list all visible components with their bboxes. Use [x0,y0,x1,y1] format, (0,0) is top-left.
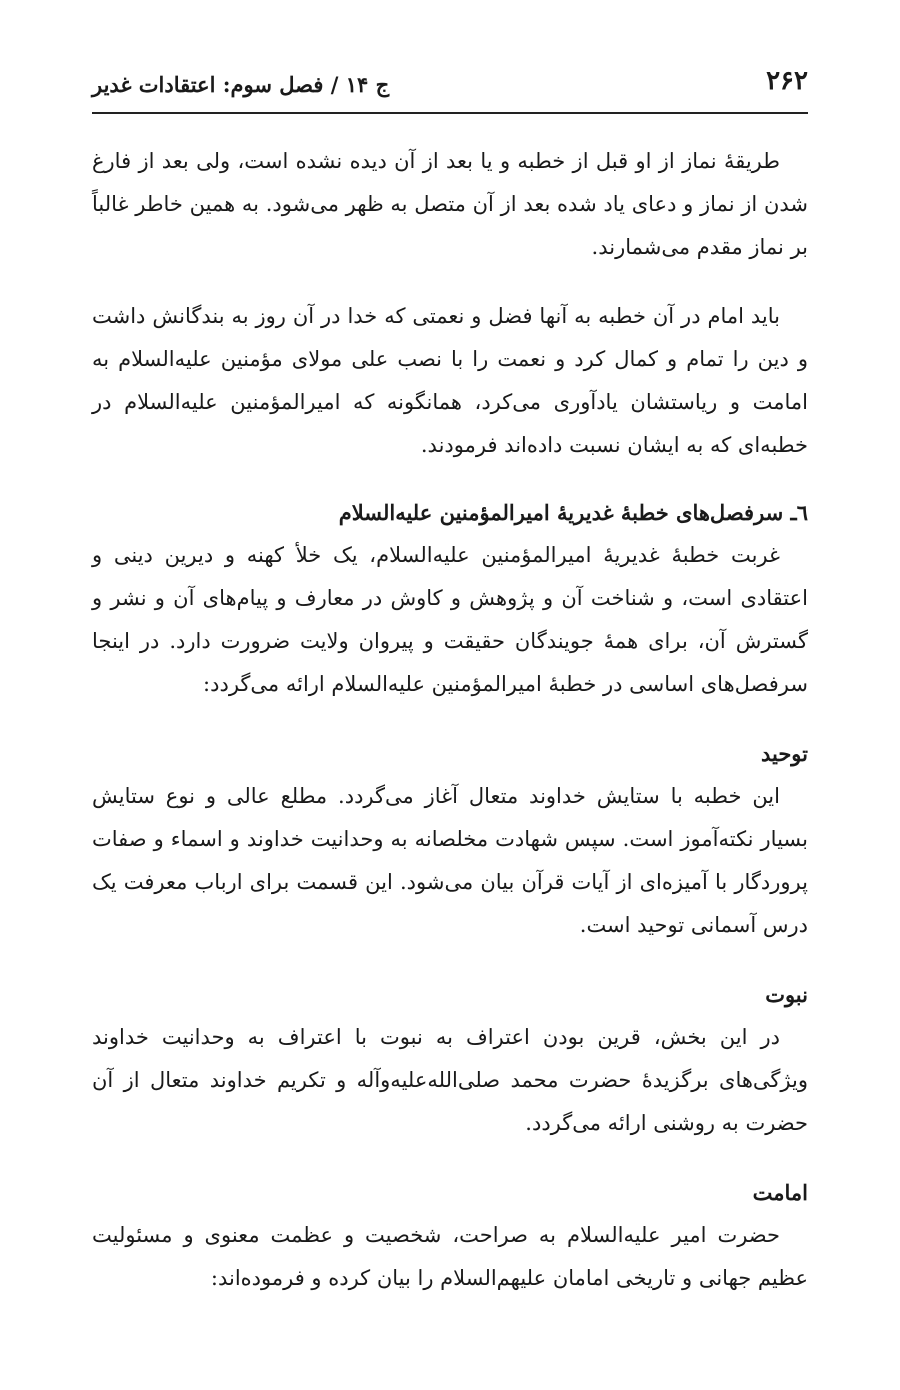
paragraph-5: در این بخش، قرین بودن اعتراف به نبوت با اعتراف به وحدانیت خداوند ویژگی‌های برگزیدهٔ حضرت محمد صلی‌الله‌علیه‌وآله و تکریم خداوند متعال از آن حضرت به روشنی ارائه می‌گردد. [92,1025,808,1135]
paragraph-1: طریقهٔ نماز از او قبل از خطبه و یا بعد از آن دیده نشده است، ولی بعد از فارغ شدن از نماز و دعای یاد شده بعد از آن متصل به ظهر می‌شود. به همین خاطر غالباً بر نماز مقدم می‌شمارند. [92,149,808,259]
page-body [92,140,808,1326]
heading-nobowat: نبوت [765,982,808,1007]
heading-imamat: امامت [752,1180,808,1205]
page-number: ۲۶۲ [766,66,808,96]
paragraph-4: این خطبه با ستایش خداوند متعال آغاز می‌گردد. مطلع عالی و نوع ستایش بسیار نکته‌آموز است. سپس شهادت مخلصانه به وحدانیت خداوند و اسماء و صفات پروردگار با آمیزه‌ای از آیات قرآن بیان می‌شود. این قسمت برای ارباب معرفت یک درس آسمانی توحید است. [92,784,808,937]
heading-tawhid: توحید [760,741,808,766]
paragraph-6: حضرت امیر علیه‌السلام به صراحت، شخصیت و عظمت معنوی و مسئولیت عظیم جهانی و تاریخی امامان علیهم‌السلام را بیان کرده و فرموده‌اند: [92,1223,808,1290]
page-header [92,62,808,114]
paragraph-2: باید امام در آن خطبه به آنها فضل و نعمتی که خدا در آن روز به بندگانش داشت و دین را تمام و کمال کرد و نعمت را با نصب علی مولای مؤمنین علیه‌السلام به امامت و ریاستشان یادآوری می‌کرد، همانگونه که امیرالمؤمنین علیه‌السلام در خطبه‌ای که به ایشان نسبت داده‌اند فرمودند. [92,304,808,457]
paragraph-3: غربت خطبهٔ غدیریهٔ امیرالمؤمنین علیه‌السلام، یک خلأ کهنه و دیرین دینی و اعتقادی است، و شناخت آن و پژوهش و کاوش در معارف و پیام‌های آن و نشر و گسترش آن، برای همهٔ جویندگان حقیقت و پیروان ولایت ضرورت دارد. در اینجا سرفصل‌های اساسی در خطبهٔ امیرالمؤمنین علیه‌السلام ارائه می‌گردد: [92,543,808,696]
section-heading: ٦ـ سرفصل‌های خطبهٔ غدیریهٔ امیرالمؤمنین علیه‌السلام [338,500,808,525]
running-title: ج ۱۴ / فصل سوم: اعتقادات غدیر [92,72,390,97]
